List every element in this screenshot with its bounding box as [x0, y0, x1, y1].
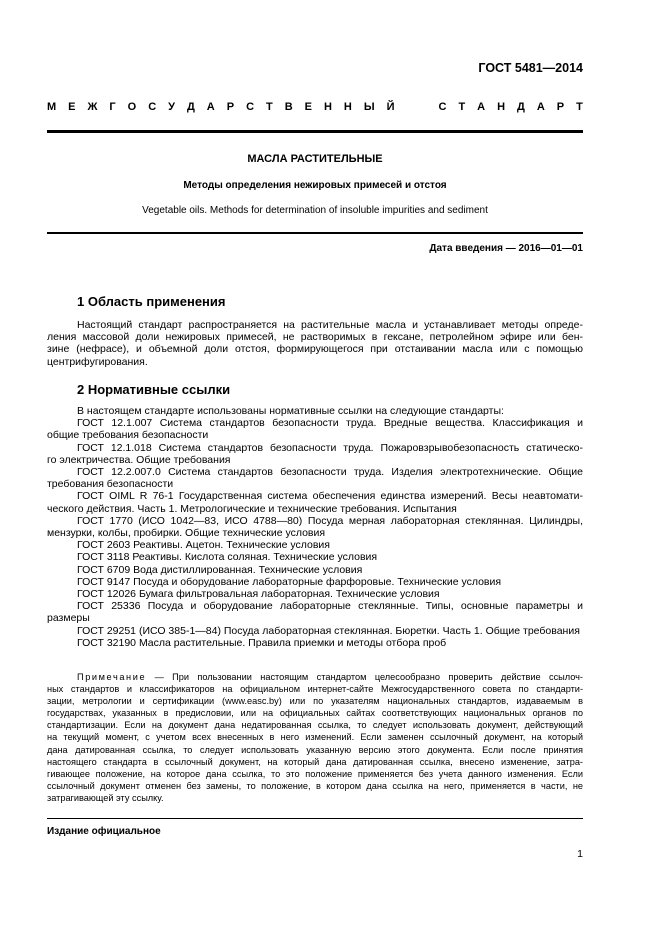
section-1-heading: 1 Область применения — [77, 294, 226, 309]
interstate-standard-banner — [47, 101, 583, 113]
s2-line: ГОСТ 12026 Бумага фильтровальная лабораторная. Технические условия — [77, 588, 440, 601]
banner-letter: А — [477, 101, 486, 113]
s2-line: ГОСТ 12.1.007 Система стандартов безопасности труда. Вредные вещества. Классификация и — [77, 417, 583, 430]
document-title: МАСЛА РАСТИТЕЛЬНЫЕ — [247, 153, 383, 165]
banner-letter: С — [246, 101, 255, 113]
s2-line: ГОСТ 1770 (ИСО 1042—83, ИСО 4788—80) Посуда мерная лабораторная стеклянная. Цилиндры, — [77, 514, 583, 527]
section-1-text — [47, 319, 583, 368]
banner-letter: А — [536, 101, 545, 113]
s2-line: В настоящем стандарте использованы нормативные ссылки на следующие стандарты: — [77, 405, 504, 417]
banner-letter: Т — [266, 101, 273, 113]
banner-letter: Н — [497, 101, 506, 113]
s2-line: общие требования безопасности — [47, 429, 209, 442]
banner-letter: С — [438, 101, 447, 113]
s2-line: ГОСТ 12.2.007.0 Система стандартов безопасности труда. Изделия электротехнические. Общие — [77, 466, 583, 479]
title-rule — [47, 232, 583, 234]
s2-line: ГОСТ 3118 Реактивы. Кислота соляная. Технические условия — [77, 551, 378, 564]
banner-letter: Н — [343, 101, 352, 113]
note-line: настоящего стандарта в ссылочный документ, на который дана датированная ссылка, внесено изменение, затра- — [47, 756, 583, 767]
s2-line: ГОСТ 2603 Реактивы. Ацетон. Технические условия — [77, 539, 330, 552]
banner-letter: М — [47, 101, 57, 113]
note-line: дана датированная ссылка, то следует использовать указанную версию этого документа. Если после принятия — [47, 744, 583, 755]
note-block — [47, 671, 583, 804]
s1-line: ления массовой доли нежировых примесей, не растворимых в гексане, петролейном эфире или бен- — [47, 331, 583, 344]
s2-line: ГОСТ 29251 (ИСО 385-1—84) Посуда лабораторная стеклянная. Бюретки. Часть 1. Общие требования — [77, 624, 580, 637]
banner-letter: Т — [576, 101, 583, 113]
banner-letter: Р — [226, 101, 235, 113]
s2-line: ГОСТ 9147 Посуда и оборудование лабораторные фарфоровые. Технические условия — [77, 575, 502, 588]
s2-line: ГОСТ 32190 Масла растительные. Правила приемки и методы отбора проб — [77, 636, 447, 649]
note-line: ных стандартов и классификаторов на официальном интернет-сайте Межгосударственного совета по стандарти- — [47, 684, 583, 695]
document-number: ГОСТ 5481—2014 — [478, 61, 583, 75]
banner-letter: Е — [68, 101, 76, 113]
note-line: на текущий момент, с учетом всех внесенных в него изменений. Если заменен ссылочный документ, на который — [47, 732, 583, 743]
s1-line: зине (нефрасе), и объемной доли отстоя, формирующегося при отстаивании масла или с помощью — [47, 343, 583, 356]
note-line: государствах, указанных в предисловии, или на официальных сайтах соответствующих национальных органов по — [47, 708, 583, 719]
top-rule — [47, 130, 583, 133]
s2-line: мензурки, колбы, пробирки. Общие технические условия — [47, 527, 326, 540]
s2-line: размеры — [47, 612, 90, 625]
edition-label: Издание официальное — [47, 826, 161, 837]
footer-rule — [47, 818, 583, 819]
document-subtitle: Методы определения нежировых примесей и отстоя — [183, 180, 447, 191]
page-number: 1 — [577, 848, 583, 860]
english-title: Vegetable oils. Methods for determination of insoluble impurities and sediment — [142, 205, 488, 216]
banner-letter: Ы — [363, 101, 375, 113]
banner-letter: Р — [556, 101, 565, 113]
section-2-heading: 2 Нормативные ссылки — [77, 382, 231, 397]
s1-line: центрифугирования. — [47, 355, 148, 368]
banner-letter: А — [206, 101, 215, 113]
note-line: зации, метрологии и сертификации (www.easc.by) или по указателям национальных стандартов, издаваемым в — [47, 696, 583, 707]
note-first-line-text: — При пользовании настоящим стандартом целесообразно проверить действие ссылоч- — [146, 672, 583, 682]
banner-letter: Д — [186, 101, 195, 113]
note-first-line — [47, 671, 583, 683]
banner-letter: Г — [109, 101, 116, 113]
banner-letter: Т — [458, 101, 466, 113]
s2-line: ГОСТ 6709 Вода дистиллированная. Технические условия — [77, 563, 363, 576]
banner-letter: Е — [304, 101, 312, 113]
banner-letter: У — [168, 101, 175, 113]
banner-letter: В — [284, 101, 293, 113]
banner-word-gap — [407, 101, 427, 113]
banner-letter: Ж — [87, 101, 98, 113]
note-line: гивающее положение, на которое дана ссылка, то это положение применяется без учета данного изменения. Если — [47, 768, 583, 779]
note-line: ссылочный документ отменен без замены, то положение, в котором дана ссылка на него, применяется в части, не — [47, 780, 583, 791]
banner-letter: Й — [386, 101, 395, 113]
s1-line: Настоящий стандарт распространяется на растительные масла и устанавливает методы опреде- — [77, 319, 583, 331]
s2-line: го электричества. Общие требования — [47, 453, 231, 466]
note-label: Примечание — [77, 672, 147, 682]
note-line: стандартизации. Если на документ дана недатированная ссылка, то следует использовать документ, действующий — [47, 720, 583, 731]
s2-line: ГОСТ 25336 Посуда и оборудование лабораторные стеклянные. Типы, основные параметры и — [77, 600, 583, 613]
s2-line: требования безопасности — [47, 478, 174, 491]
banner-letter: Н — [323, 101, 332, 113]
s2-line: ГОСТ 12.1.018 Система стандартов безопасности труда. Пожаровзрывобезопасность статическо- — [77, 441, 583, 454]
s2-line: ГОСТ OIML R 76-1 Государственная система обеспечения единства измерений. Весы неавтомати- — [77, 490, 583, 503]
note-line: затрагивающей эту ссылку. — [47, 792, 164, 803]
s2-line: ческого действия. Часть 1. Метрологические и технические требования. Испытания — [47, 502, 457, 515]
introduction-date: Дата введения — 2016—01—01 — [429, 243, 583, 254]
banner-letter: О — [127, 101, 137, 113]
banner-letter: С — [148, 101, 157, 113]
section-2-text — [47, 405, 583, 649]
banner-letter: Д — [517, 101, 525, 113]
